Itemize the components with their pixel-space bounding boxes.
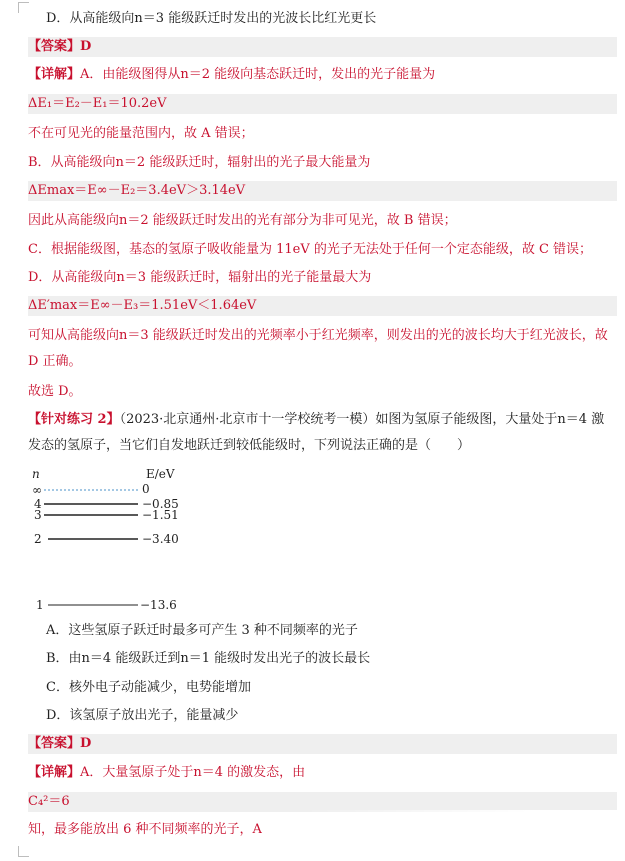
level-n-2: 2: [34, 532, 42, 546]
option-d: D．该氢原子放出光子，能量减少: [46, 708, 239, 723]
conclusion-d: 可知从高能级向n＝3 能级跃迁时发出的光频率小于红光频率，则发出的光的波长均大于红光波长，故 D 正确。: [28, 328, 608, 369]
formula-combination: C₄²＝6: [28, 792, 617, 812]
level-n-1: 1: [36, 598, 44, 612]
conclusion-a: 不在可见光的能量范围内，故 A 错误；: [28, 126, 254, 141]
energy-level-diagram: [28, 466, 218, 616]
page-corner-mark: [18, 846, 29, 857]
bottom-fade-overlay: [305, 810, 625, 861]
energy-axis-label: E/eV: [146, 467, 175, 481]
n-axis-label: n: [32, 467, 40, 481]
detail-line-c: C．根据能级图，基态的氢原子吸收能量为 11eV 的光子无法处于任何一个定态能级，故 C 错误；: [28, 242, 593, 257]
level-e-3: −1.51: [142, 508, 179, 522]
level-e-4: −0.85: [142, 497, 179, 511]
level-e-2: −3.40: [142, 532, 179, 546]
level-n-3: 3: [34, 508, 42, 522]
level-e-1: −13.6: [140, 598, 177, 612]
level-n-4: 4: [34, 497, 42, 511]
option-d-line: D．从高能级向n＝3 能级跃迁时发出的光波长比红光更长: [46, 11, 377, 26]
answer-line-1: 【答案】D: [28, 37, 617, 57]
choice-line: 故选 D。: [28, 384, 82, 399]
answer-line-2: 【答案】D: [28, 734, 617, 754]
detail2-line-a: 【详解】A．大量氢原子处于n＝4 的激发态，由: [28, 765, 306, 780]
detail-line-b: B．从高能级向n＝2 能级跃迁时，辐射出的光子最大能量为: [28, 155, 371, 170]
conclusion-b: 因此从高能级向n＝2 能级跃迁时发出的光有部分为非可见光，故 B 错误；: [28, 213, 457, 228]
option-b: B．由n＝4 能级跃迁到n＝1 能级时发出光子的波长最长: [46, 651, 371, 666]
option-a: A．这些氢原子跃迁时最多可产生 3 种不同频率的光子: [46, 623, 358, 638]
formula-delta-emax-prime: ΔE′max＝E∞－E₃＝1.51eV＜1.64eV: [28, 296, 617, 316]
detail-line-d: D．从高能级向n＝3 能级跃迁时，辐射出的光子能量最大为: [28, 270, 372, 285]
question-2: 【针对练习 2】（2023·北京通州·北京市十一学校统考一模）如图为氢原子能级图，大量处于n＝4 激发态的氢原子，当它们自发地跃迁到较低能级时，下列说法正确的是（ ）: [28, 412, 605, 453]
option-c: C．核外电子动能减少，电势能增加: [46, 680, 251, 695]
conclusion2-a: 知，最多能放出 6 种不同频率的光子，A: [28, 822, 262, 837]
formula-delta-emax: ΔEmax＝E∞－E₂＝3.4eV＞3.14eV: [28, 181, 617, 201]
level-e-infinity: 0: [142, 482, 150, 496]
page-corner-mark: [18, 2, 29, 13]
level-n-infinity: ∞: [32, 483, 42, 497]
detail-line-a: 【详解】A．由能级图得从n＝2 能级向基态跃迁时，发出的光子能量为: [28, 67, 436, 82]
formula-delta-e1: ΔE₁＝E₂－E₁＝10.2eV: [28, 94, 617, 114]
